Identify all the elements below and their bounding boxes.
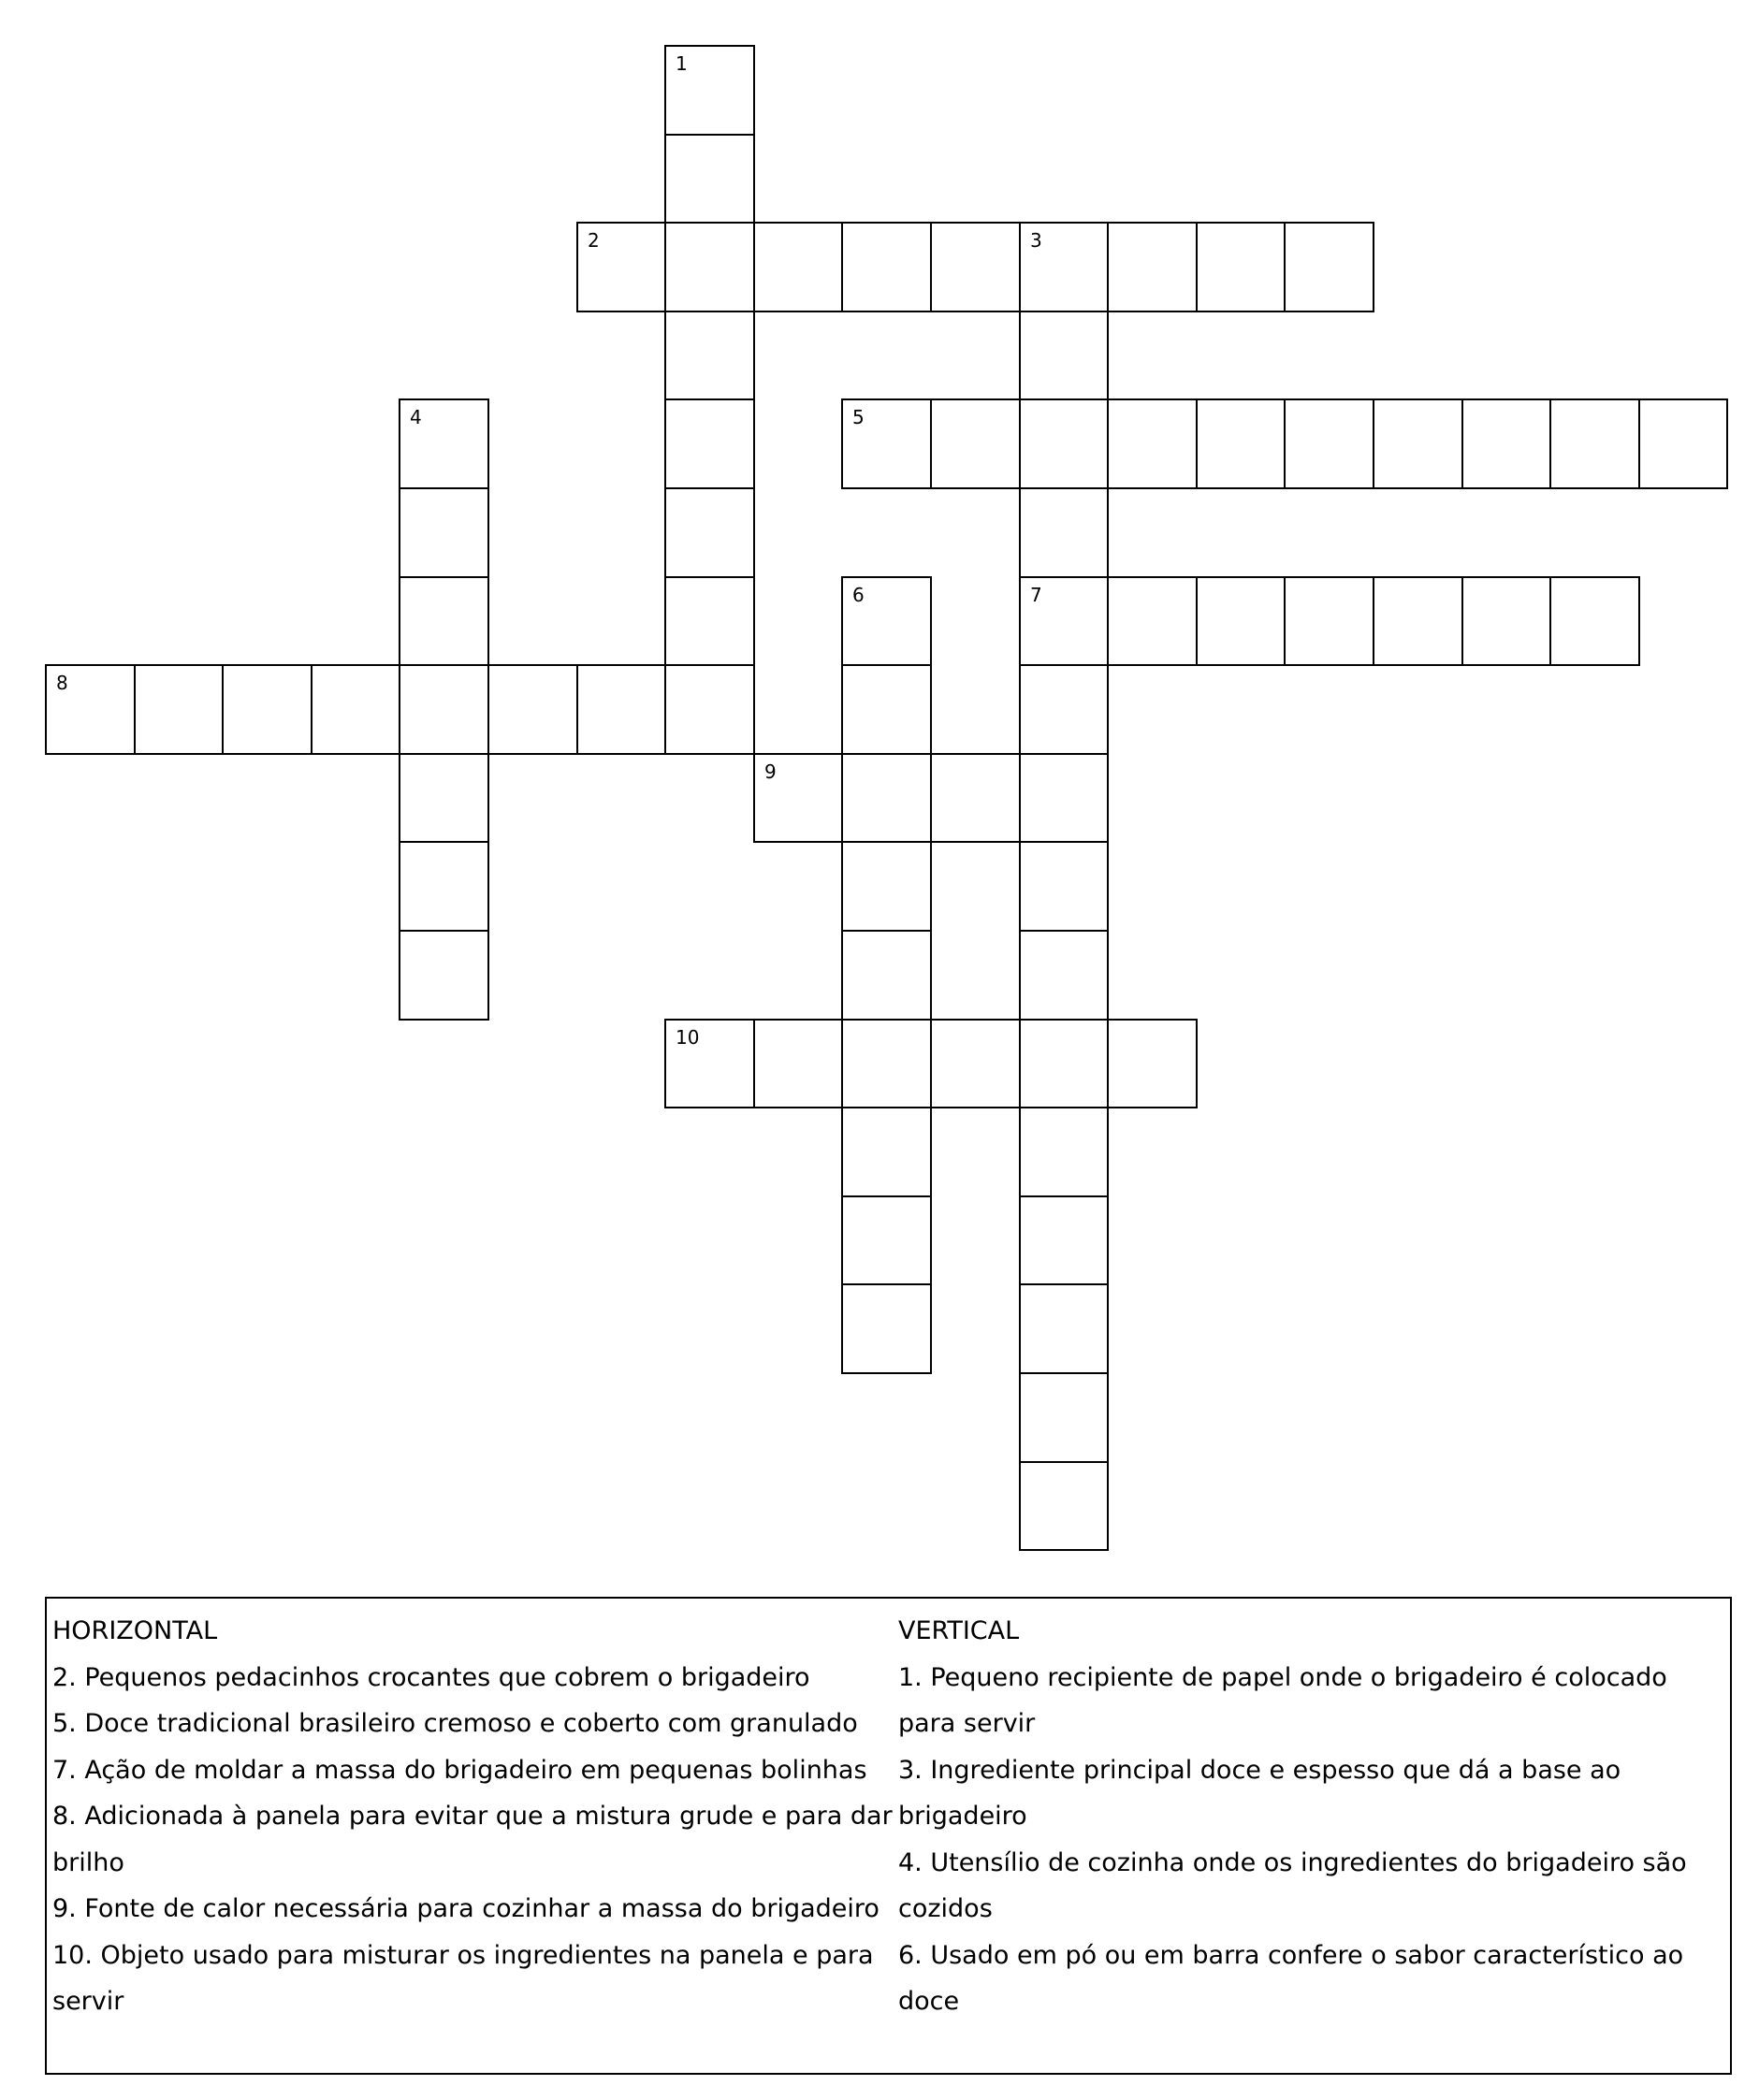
grid-cell[interactable]: [1373, 576, 1463, 666]
grid-cell[interactable]: [1019, 1461, 1109, 1551]
grid-cell[interactable]: [1019, 311, 1109, 400]
grid-cell[interactable]: [1019, 1107, 1109, 1197]
clue-number: 10: [676, 1026, 700, 1049]
clue-number: 4: [410, 406, 422, 428]
grid-cell[interactable]: [930, 398, 1021, 489]
grid-cell[interactable]: [841, 222, 932, 312]
grid-cell[interactable]: [753, 222, 843, 312]
grid-cell[interactable]: [841, 841, 932, 932]
grid-cell[interactable]: [664, 45, 755, 136]
clue-down-4: 4. Utensílio de cozinha onde os ingredientes do brigadeiro são cozidos: [898, 1847, 1687, 1923]
grid-cell[interactable]: [222, 664, 313, 755]
clue-across-5: 5. Doce tradicional brasileiro cremoso e coberto com granulado: [52, 1709, 858, 1738]
grid-cell[interactable]: [1019, 841, 1109, 932]
grid-cell[interactable]: [664, 487, 755, 578]
clue-number: 1: [676, 52, 688, 75]
grid-cell[interactable]: [664, 134, 755, 224]
grid-cell[interactable]: [45, 664, 136, 755]
grid-cell[interactable]: [399, 576, 489, 666]
grid-cell[interactable]: [841, 1107, 932, 1197]
clue-across-8: 8. Adicionada à panela para evitar que a mistura grude e para dar brilho: [52, 1802, 893, 1877]
grid-cell[interactable]: [399, 664, 489, 755]
grid-cell[interactable]: [1549, 576, 1640, 666]
grid-cell[interactable]: [1284, 222, 1374, 312]
vertical-heading: VERTICAL: [898, 1616, 1020, 1645]
clue-down-3: 3. Ingrediente principal doce e espesso que dá a base ao brigadeiro: [898, 1755, 1621, 1831]
grid-cell[interactable]: [1107, 1019, 1198, 1108]
grid-cell[interactable]: [664, 222, 755, 312]
grid-cell[interactable]: [1196, 398, 1286, 489]
grid-cell[interactable]: [664, 576, 755, 666]
grid-cell[interactable]: [487, 664, 578, 755]
grid-cell[interactable]: [399, 398, 489, 489]
horizontal-heading: HORIZONTAL: [52, 1616, 218, 1645]
clue-across-9: 9. Fonte de calor necessária para cozinhar a massa do brigadeiro: [52, 1894, 880, 1923]
grid-cell[interactable]: [1373, 398, 1463, 489]
grid-cell[interactable]: [399, 753, 489, 843]
grid-cell[interactable]: [841, 576, 932, 666]
grid-cell[interactable]: [1019, 753, 1109, 843]
grid-cell[interactable]: [399, 487, 489, 578]
clue-number: 6: [852, 584, 865, 606]
horizontal-clues: [52, 1608, 894, 2025]
grid-cell[interactable]: [1019, 222, 1109, 312]
vertical-clues: [898, 1608, 1729, 2025]
grid-cell[interactable]: [1196, 576, 1286, 666]
grid-cell[interactable]: [930, 222, 1021, 312]
clue-number: 2: [588, 229, 600, 252]
grid-cell[interactable]: [841, 398, 932, 489]
grid-cell[interactable]: [1196, 222, 1286, 312]
clue-down-1: 1. Pequeno recipiente de papel onde o brigadeiro é colocado para servir: [898, 1662, 1667, 1738]
grid-cell[interactable]: [1019, 1372, 1109, 1463]
clue-number: 8: [56, 672, 68, 694]
clue-across-2: 2. Pequenos pedacinhos crocantes que cobrem o brigadeiro: [52, 1662, 810, 1692]
grid-cell[interactable]: [930, 1019, 1021, 1108]
grid-cell[interactable]: [930, 753, 1021, 843]
clue-down-6: 6. Usado em pó ou em barra confere o sabor característico ao doce: [898, 1940, 1684, 2016]
grid-cell[interactable]: [1107, 222, 1198, 312]
grid-cell[interactable]: [1284, 576, 1374, 666]
grid-cell[interactable]: [1019, 1195, 1109, 1285]
grid-cell[interactable]: [841, 664, 932, 755]
grid-cell[interactable]: [841, 1195, 932, 1285]
grid-cell[interactable]: [1107, 576, 1198, 666]
clue-number: 9: [764, 760, 777, 783]
grid-cell[interactable]: [1284, 398, 1374, 489]
grid-cell[interactable]: [1019, 576, 1109, 666]
grid-cell[interactable]: [576, 664, 666, 755]
grid-cell[interactable]: [664, 398, 755, 489]
clue-across-10: 10. Objeto usado para misturar os ingredientes na panela e para servir: [52, 1940, 874, 2016]
grid-cell[interactable]: [1461, 576, 1551, 666]
clue-across-7: 7. Ação de moldar a massa do brigadeiro em pequenas bolinhas: [52, 1755, 867, 1785]
grid-cell[interactable]: [1019, 487, 1109, 578]
grid-cell[interactable]: [399, 841, 489, 932]
grid-cell[interactable]: [664, 311, 755, 400]
grid-cell[interactable]: [1638, 398, 1728, 489]
grid-cell[interactable]: [1549, 398, 1640, 489]
clue-number: 7: [1030, 584, 1042, 606]
grid-cell[interactable]: [399, 930, 489, 1021]
grid-cell[interactable]: [576, 222, 666, 312]
grid-cell[interactable]: [753, 1019, 843, 1108]
clue-number: 5: [852, 406, 865, 428]
grid-cell[interactable]: [841, 1019, 932, 1108]
grid-cell[interactable]: [1019, 1019, 1109, 1108]
clues-box: [45, 1597, 1732, 2075]
grid-cell[interactable]: [1019, 664, 1109, 755]
grid-cell[interactable]: [664, 1019, 755, 1108]
grid-cell[interactable]: [1019, 1283, 1109, 1374]
grid-cell[interactable]: [753, 753, 843, 843]
grid-cell[interactable]: [1019, 930, 1109, 1021]
grid-cell[interactable]: [1019, 398, 1109, 489]
grid-cell[interactable]: [311, 664, 400, 755]
grid-cell[interactable]: [1461, 398, 1551, 489]
grid-cell[interactable]: [841, 753, 932, 843]
grid-cell[interactable]: [664, 664, 755, 755]
clue-number: 3: [1030, 229, 1042, 252]
grid-cell[interactable]: [841, 930, 932, 1021]
grid-cell[interactable]: [134, 664, 224, 755]
grid-cell[interactable]: [841, 1283, 932, 1374]
grid-cell[interactable]: [1107, 398, 1198, 489]
